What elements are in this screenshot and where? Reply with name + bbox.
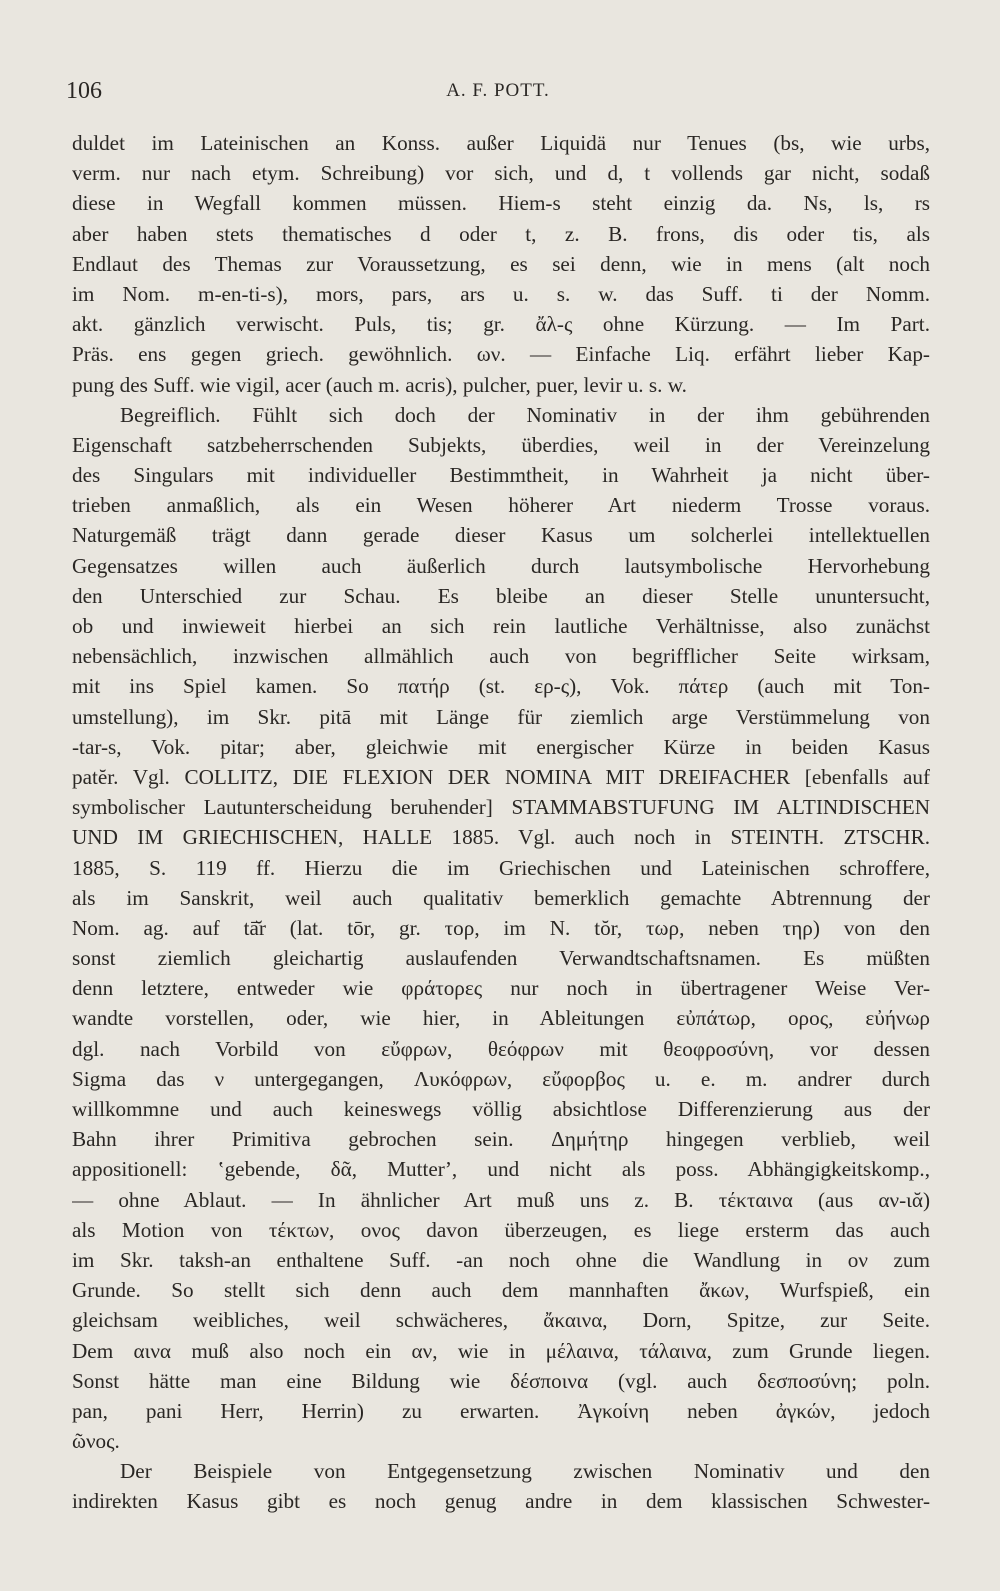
text-line: den Unterschied zur Schau. Es bleibe an dieser Stelle ununtersucht,	[72, 583, 930, 608]
text-line: als im Sanskrit, weil auch qualitativ bemerklich gemachte Abtrennung der	[72, 885, 930, 910]
text-line: duldet im Lateinischen an Konss. außer Liquidä nur Tenues (bs, wie urbs,	[72, 131, 930, 155]
text-line: diese in Wegfall kommen müssen. Hiem-s steht einzig da. Ns, ls, rs	[72, 191, 930, 216]
text-line: Nom. ag. auf tā̆r (lat. tōr, gr. τορ, im N. tŏr, τωρ, neben τηρ) von den	[72, 915, 930, 940]
text-line: gleichsam weibliches, weil schwächeres, ἄκαινα, Dorn, Spitze, zur Seite.	[72, 1308, 930, 1333]
text-line: Sonst hätte man eine Bildung wie δέσποινα (vgl. auch δεσποσύνη; poln.	[72, 1368, 930, 1393]
text-line: patĕr. Vgl. COLLITZ, DIE FLEXION DER NOMINA MIT DREIFACHER [ebenfalls auf	[72, 764, 930, 789]
page-header	[66, 78, 930, 108]
text-line: mit ins Spiel kamen. So πατήρ (st. ερ-ς), Vok. πάτερ (auch mit Ton-	[72, 674, 930, 699]
text-line: im Nom. m-en-ti-s), mors, pars, ars u. s. w. das Suff. ti der Nomm.	[72, 281, 930, 306]
text-line: -tar-s, Vok. pitar; aber, gleichwie mit energischer Kürze in beiden Kasus	[72, 734, 930, 759]
text-line: aber haben stets thematisches d oder t, z. B. frons, dis oder tis, als	[72, 221, 930, 246]
text-line: des Singulars mit individueller Bestimmtheit, in Wahrheit ja nicht über-	[72, 463, 930, 488]
text-line: willkommne und auch keineswegs völlig absichtlose Differenzierung aus der	[72, 1097, 930, 1121]
text-line: pung des Suff. wie vigil, acer (auch m. acris), pulcher, puer, levir u. s. w.	[72, 372, 687, 397]
text-line: dgl. nach Vorbild von εὔφρων, θεόφρων mit θεοφροσύνη, vor dessen	[72, 1036, 930, 1061]
text-line: sonst ziemlich gleichartig auslaufenden Verwandtschaftsnamen. Es müßten	[72, 946, 930, 971]
page-number: 106	[66, 78, 102, 104]
text-line: akt. gänzlich verwischt. Puls, tis; gr. ἄλ-ς ohne Kürzung. — Im Part.	[72, 312, 930, 337]
running-head: A. F. POTT.	[446, 80, 550, 101]
text-line: Eigenschaft satzbeherrschenden Subjekts, überdies, weil in der Vereinzelung	[72, 432, 930, 457]
text-line: Gegensatzes willen auch äußerlich durch lautsymbolische Hervorhebung	[72, 553, 930, 578]
text-line: nebensächlich, inzwischen allmählich auch von begrifflicher Seite wirksam,	[72, 644, 930, 669]
text-line: denn letztere, entweder wie φράτορες nur noch in übertragener Weise Ver-	[72, 976, 930, 1001]
body-text	[72, 128, 930, 1517]
text-line: appositionell: ʽgebende, δᾶ, Mutterʼ, und nicht als poss. Abhängigkeitskomp.,	[72, 1157, 930, 1182]
text-line: umstellung), im Skr. pitā mit Länge für ziemlich arge Verstümmelung von	[72, 704, 930, 729]
text-line: ῶνος.	[72, 1429, 120, 1454]
text-line: ob und inwieweit hierbei an sich rein lautliche Verhältnisse, also zunächst	[72, 614, 930, 638]
text-line: verm. nur nach etym. Schreibung) vor sich, und d, t vollends gar nicht, sodaß	[72, 161, 930, 186]
text-line: Endlaut des Themas zur Voraussetzung, es sei denn, wie in mens (alt noch	[72, 251, 930, 276]
text-line: Naturgemäß trägt dann gerade dieser Kasus um solcherlei intellektuellen	[72, 523, 930, 548]
text-line: — ohne Ablaut. — In ähnlicher Art muß uns z. B. τέκταινα (aus αν-ιᾰ)	[72, 1187, 930, 1212]
text-line: trieben anmaßlich, als ein Wesen höherer Art niederm Trosse voraus.	[72, 493, 930, 518]
text-line: im Skr. taksh-an enthaltene Suff. -an noch ohne die Wandlung in ον zum	[72, 1247, 930, 1272]
text-line: 1885, S. 119 ff. Hierzu die im Griechischen und Lateinischen schroffere,	[72, 855, 930, 880]
text-line: Bahn ihrer Primitiva gebrochen sein. Δημήτηρ hingegen verblieb, weil	[72, 1127, 930, 1152]
text-line: wandte vorstellen, oder, wie hier, in Ableitungen εὐπάτωρ, ορος, εὐήνωρ	[72, 1006, 930, 1031]
text-line: Grunde. So stellt sich denn auch dem mannhaften ἄκων, Wurfspieß, ein	[72, 1278, 930, 1303]
text-line: pan, pani Herr, Herrin) zu erwarten. Ἀγκοίνη neben ἀγκών, jedoch	[72, 1398, 930, 1423]
text-line: Der Beispiele von Entgegensetzung zwischen Nominativ und den	[120, 1459, 930, 1484]
text-line: Präs. ens gegen griech. gewöhnlich. ων. — Einfache Liq. erfährt lieber Kap-	[72, 342, 930, 367]
text-line: Begreiflich. Fühlt sich doch der Nominativ in der ihm gebührenden	[120, 402, 930, 427]
text-line: als Motion von τέκτων, ονος davon überzeugen, es liege ersterm das auch	[72, 1217, 930, 1242]
text-line: Dem αινα muß also noch ein αν, wie in μέλαινα, τάλαινα, zum Grunde liegen.	[72, 1338, 930, 1363]
text-line: Sigma das ν untergegangen, Λυκόφρων, εὔφορβος u. e. m. andrer durch	[72, 1066, 930, 1091]
text-line: symbolischer Lautunterscheidung beruhender] STAMMABSTUFUNG IM ALTINDISCHEN	[72, 795, 930, 820]
text-line: UND IM GRIECHISCHEN, HALLE 1885. Vgl. auch noch in STEINTH. ZTSCHR.	[72, 825, 930, 850]
text-line: indirekten Kasus gibt es noch genug andre in dem klassischen Schwester-	[72, 1489, 930, 1514]
